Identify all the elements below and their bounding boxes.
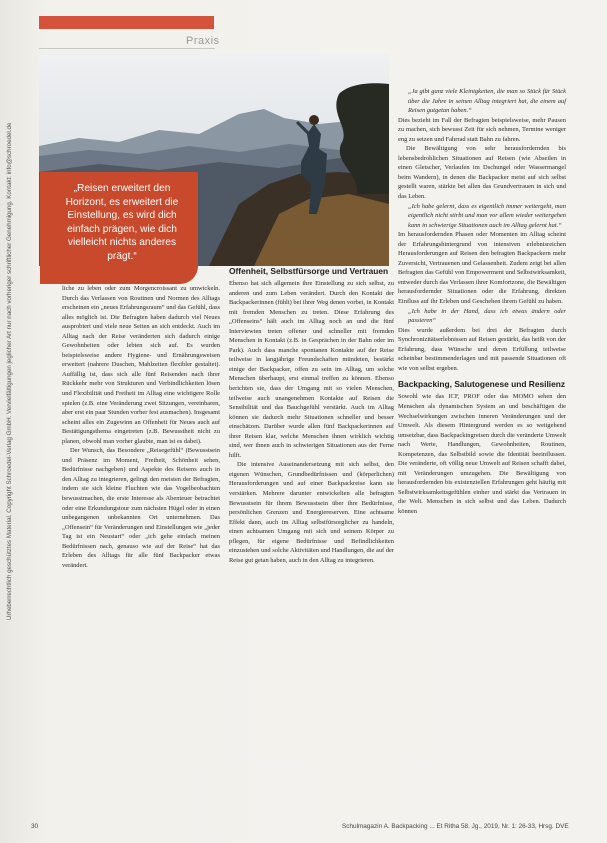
paragraph: Ebenso hat sich allgemein ihre Einstellung zu sich selbst, zu anderen und zum Leben verändert. Durch den Kontakt der Backpackerinnen (fühlt) bei ihrer Weg denen vorbei, in Kontakt mit fremden Menschen zu treten. Diese Erfahrung des „Offenseins“ hält auch im Alltag noch an und die fünf Interviewten treten offener und schneller mit fremden Menschen in Kontakt (z.B. in Gesprächen in der Bahn oder im Park). Auch dass manche spontanen Kontakte auf der Reise teilweise in langjährige Freundschaften mündeten, bestärkt einige der Backpacker, offen zu sein im Alltag, um solche Menschen überhaupt, erst einmal treffen zu können. Ebenso berichten sie, dass der Umgang mit so vielen Menschen, teilweise auch unangenehmen Kontakte auf Reisen die Sensibilität und das Bauchgefühl verstärkt. Auch im Alltag können sie dadurch mehr Situationen schneller und besser einschätzen. Darüber wurde allen fünf Backpackerinnen auf ihrer Reisen klar, welche Menschen ihnen wirklich wichtig sind, wer ihnen auch in schwierigen Situationen aus der Ferne hilft. [229,280,394,459]
paragraph: Die Bewältigung von sehr herausfordernden bis lebensbedrohlichen Situationen auf Reisen (wie Abseilen in einen Gletscher, Verlaufen im Dschungel oder Wassermangel beim Wandern), in denen die Backpacker meist auf sich selbst gestellt waren, stärkte bei allen das Grundvertrauen in sich und das Leben. [398,145,566,201]
heading-offenheit: Offenheit, Selbstfürsorge und Vertrauen [229,266,389,276]
pull-quote [40,172,198,284]
paragraph: Sowohl wie das ICF, PROF oder das MOMO sehen den Menschen als dynamischen System an und beschäftigen die Wechselwirkungen zwischen inneren Veränderungen und der Umwelt. Als diesem Hintergrund werden es so weitgehend umsetzbar, dass Backpackingreisen durch die veränderte Umwelt nach Werte, Handlungen, Gewohnheiten, Routinen, Kompetenzen, das Selbstbild sowie die Identität beeinflussen. Die veränderte, oft völlig neue Umwelt auf Reisen schafft dabei, mit Veränderungen umzugehen. Die Bewältigung von herausfordernden bis existenziellen Erfahrungen geht häufig mit Selbstwirksamkeitsgefühlen einher und stärkt das Vertrauen in die Welt. Menschen in sich selbst und das Leben. Dadurch können [398,393,566,515]
section-label: Praxis [186,35,220,47]
header-rule [39,48,215,49]
source-citation: Schulmagazin A. Backpacking ... Et Ritha 58. Jg., 2019, Nr. 1: 26-33, Hrsg. DVE [342,823,569,830]
page-number: 30 [31,823,39,830]
paragraph: Im herausfordernden Phasen oder Momenten im Alltag scheint der Erfahrungshintergrund von intensiven erlebnisreichen Herausforderungen auf Reisen den befragten Backpackern mehr Zuversicht, Vertrauenen und Gelassenheit. Zudem zeigt bei allen Befragten das Gefühl von Empowerment und Selbstwirksamkeit, entweder durch das Verlassen ihrer Komfortzone, die Bewältigen herausfordernder Situationen oder die Erfahrung, direkten Einfluss auf ihr Erleben und Geschehen ihrem Gefühl zu haben. [398,231,566,306]
paragraph: Dies bezieht im Fall der Befragten beispielsweise, mehr Pausen zu machen, sich bewusst Zeit für sich nehmen, Termine weniger eng zu setzen und Fahrrad statt Bahn zu fahren. [398,116,566,143]
paragraph: Die intensive Auseinandersetzung mit sich selbst, den eigenen Wünschen, Grundbedürfnissen und (körperlichen) Herausforderungen und auf einer Backpackreise kann sie verstärken. Mehrere darunter entwickelten alle befragten Bewusstsein für ihrem Bewusstsein über ihre Bedürfnisse, persönlichen Grenzen und Energiereserven. Eine achtsame Effekt dann, auch im Alltag selbstfürsorglicher zu handeln, einen achtsamen Umgang mit sich und seinem Körper zu pflegen, für eigene Bedürfnisse und Befindlichkeiten einzustehen und solche Aktivitäten und Handlungen, die auf der Reise gut getan haben, auch in den Alltag zu integrieren. [229,461,395,564]
column-2 [229,266,394,565]
paragraph: Dies wurde außerdem bei drei der Befragten durch Synchronizitätserlebnissen auf Reisen gestärkt, das heißt von der Erfahrung, dass Wünsche und deren Erfüllung teilweise scheinbar bestimmenderlagen und mit passende Situationen oft wie von selbst ergeben. [398,326,566,372]
column-1 [62,284,220,570]
section-color-bar [39,16,214,29]
paragraph: liche zu leben oder zum Morgencroissant zu umwickeln. Durch das Verlassen von Routinen und Normen des Alltags erscheinen ein „neues Erfahrungsraum“ und das Gefühl, dass alles möglich ist. Die Befragten haben dadurch viel Neues ausprobiert und viele neue Seiten an sich entdeckt. Auch im Alltag nach der Reise veränderten sich dadurch einige Gewohnheiten oder lebten sich auf. Es wurden beispielsweise andere Hygiene- und Ernährungsweisen erweitert (nahrere Duschen, Mahlzeiten flexibler gestaltet). Auffällig ist, dass sich alle fünf Reisenden nach ihrer Rückkehr mehr von Strukturen und Verbindlichkeiten lösen und Flexibilität und Freiheit im Alltag eine wichtigere Rolle spielen (z.B. eine Veränderung zwei Sitzungen, vereinbaren, aber erst ein paar Stunden vorher fest ausmachen). Insgesamt scheint alles ein Zugewinn an Offenheit für Neues auch auf Bestätigungsthema eingetreten (z.B. Bewusstheit nicht zu planen, obwohl man vorher glaubte, man ist es dabei). [62,285,220,445]
pull-quote-text: „Reisen erweitert den Horizont, es erweitert die Einstellung, es wird dich einfach prägen, wie dich vielleicht nichts anderes prägt.“ [65,183,179,262]
column-3 [398,87,566,517]
copyright-text: Urheberrechtlich geschütztes Material. Copyright Schroedel-Verlag GmbH. Vervielfältigungen jeglicher Art nur nach vorheriger schriftlicher Genehmigung. Kontakt: info@schroedel.de [6,122,13,620]
heading-backpacking-salutogenese: Backpacking, Salutogenese und Resilienz [398,379,566,390]
interview-quote: „Ich habe gelernt, dass es eigentlich immer weitergeht, man eigentlich nicht stirbt und man vor allem wieder weitergehen kann in schwierige Situationen auch im Alltag gelernt hat.“ [408,202,566,229]
interview-quote: „Ich habe in der Hand, dass ich etwas ändern oder passieren“ [408,307,566,325]
paragraph: Der Wunsch, das Besondere „Reisegefühl“ (Bewusstsein und Präsenz im Moment, Freiheit, Schönheit sehen, Bedürfnisse nachgeben) und Aspekte des Reisens auch in den Alltag zu integrieren, gelingt den meisten der Befragten, indem sie sich kleine Fluchten wie das Vogelbeobachten bewusstmachen, die erste Interesse als Abenteuer betrachtet oder eine Erkundungstour zum nächsten Hügel oder in einen unbegangenen unbekannten Ort unternehmen. Das „Offensein“ für Veränderungen und Einstellungen wie „jeder Tag ist ein Neustart“ oder „ich gehe einfach meinen Bedürfnissen nach, genauso wie auf der Reise“ hat das Erleben des Alltags für alle fünf Backpacker etwas verändert. [62,447,220,569]
copyright-sidebar [6,60,18,620]
interview-quote: „Ja gibt ganz viele Kleinigkeiten, die man so Stück für Stück über die Jahre in seinen Alltag integriert hat, die einem auf Reisen gutgetan haben.“ [408,88,566,115]
